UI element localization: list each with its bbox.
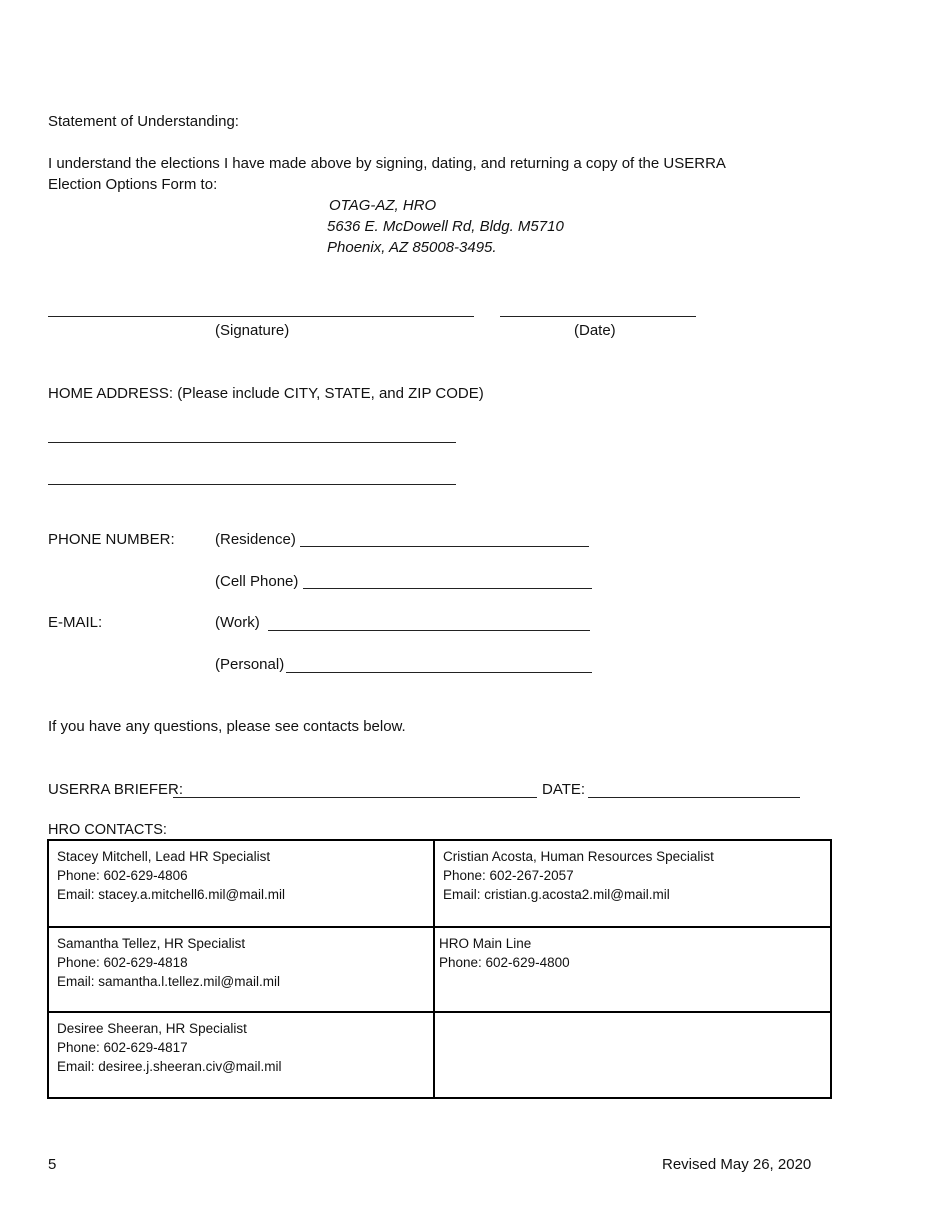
residence-label: (Residence) xyxy=(215,531,296,548)
userra-briefer-label: USERRA BRIEFER: xyxy=(48,781,184,798)
email-label: E-MAIL: xyxy=(48,614,103,631)
contact-phone: Phone: 602-629-4817 xyxy=(57,1040,188,1055)
work-email-label: (Work) xyxy=(215,614,260,631)
contact-name: Samantha Tellez, HR Specialist xyxy=(57,936,246,951)
contact-name: HRO Main Line xyxy=(439,936,532,951)
cell-phone-line[interactable] xyxy=(303,588,592,589)
address-line-3: Phoenix, AZ 85008-3495. xyxy=(327,239,497,256)
briefer-date-label: DATE: xyxy=(542,781,586,798)
contact-phone: Phone: 602-629-4806 xyxy=(57,868,188,883)
home-address-line-2[interactable] xyxy=(48,484,456,485)
table-row xyxy=(48,840,831,927)
contact-name: Stacey Mitchell, Lead HR Specialist xyxy=(57,849,271,864)
contact-email: Email: cristian.g.acosta2.mil@mail.mil xyxy=(443,887,670,902)
table-row xyxy=(48,1012,831,1098)
personal-email-label: (Personal) xyxy=(215,656,285,673)
contact-email: Email: desiree.j.sheeran.civ@mail.mil xyxy=(57,1059,282,1074)
contact-email: Email: stacey.a.mitchell6.mil@mail.mil xyxy=(57,887,285,902)
hro-contacts-table xyxy=(47,839,832,1099)
contact-email: Email: samantha.l.tellez.mil@mail.mil xyxy=(57,974,281,989)
cell-phone-label: (Cell Phone) xyxy=(215,573,299,590)
questions-text: If you have any questions, please see contacts below. xyxy=(48,718,406,735)
contact-cell-empty xyxy=(434,1012,831,1098)
contact-phone: Phone: 602-267-2057 xyxy=(443,868,574,883)
signature-label: (Signature) xyxy=(215,322,290,339)
home-address-line-1[interactable] xyxy=(48,442,456,443)
signature-line[interactable] xyxy=(48,316,474,317)
revised-date: Revised May 26, 2020 xyxy=(662,1156,812,1173)
statement-line-1: I understand the elections I have made above by signing, dating, and returning a copy of the USERRA xyxy=(48,155,726,172)
contact-phone: Phone: 602-629-4800 xyxy=(439,955,570,970)
contact-name: Cristian Acosta, Human Resources Specialist xyxy=(443,849,714,864)
statement-heading: Statement of Understanding: xyxy=(48,113,239,130)
contact-cell xyxy=(434,927,831,1012)
date-label: (Date) xyxy=(574,322,616,339)
address-line-2: 5636 E. McDowell Rd, Bldg. M5710 xyxy=(327,218,564,235)
hro-contacts-heading: HRO CONTACTS: xyxy=(48,822,167,838)
contact-phone: Phone: 602-629-4818 xyxy=(57,955,188,970)
statement-line-2: Election Options Form to: xyxy=(48,176,218,193)
contact-name: Desiree Sheeran, HR Specialist xyxy=(57,1021,247,1036)
table-row xyxy=(48,927,831,1012)
personal-email-line[interactable] xyxy=(286,672,592,673)
home-address-label: HOME ADDRESS: (Please include CITY, STATE, and ZIP CODE) xyxy=(48,385,484,402)
page-number: 5 xyxy=(48,1156,57,1173)
contact-cell xyxy=(48,927,434,1012)
contact-cell xyxy=(434,840,831,927)
contact-cell xyxy=(48,840,434,927)
briefer-date-line[interactable] xyxy=(588,797,800,798)
work-email-line[interactable] xyxy=(268,630,590,631)
contact-cell xyxy=(48,1012,434,1098)
residence-phone-line[interactable] xyxy=(300,546,589,547)
address-line-1: OTAG-AZ, HRO xyxy=(329,197,437,214)
phone-number-label: PHONE NUMBER: xyxy=(48,531,175,548)
date-line[interactable] xyxy=(500,316,696,317)
userra-briefer-line[interactable] xyxy=(173,797,537,798)
